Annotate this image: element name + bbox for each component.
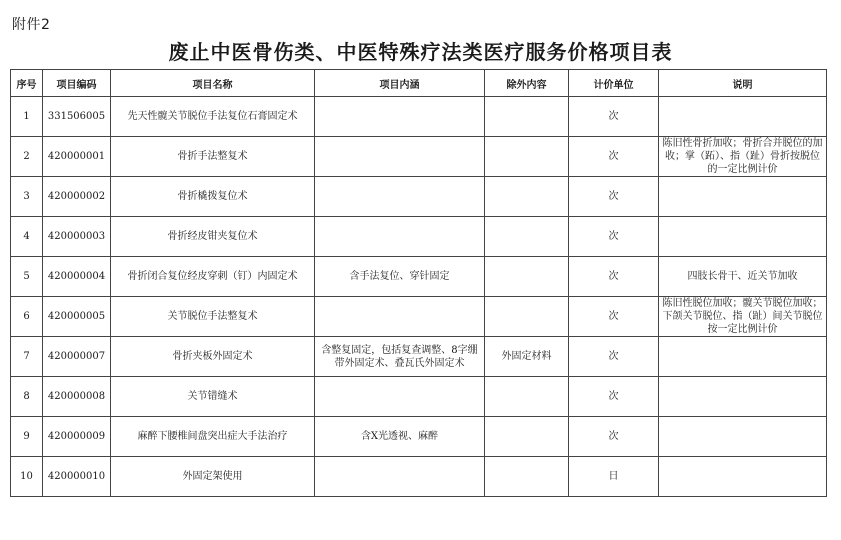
cell-desc	[659, 417, 827, 457]
cell-code: 420000008	[43, 377, 111, 417]
cell-content: 含X光透视、麻醉	[315, 417, 485, 457]
cell-content	[315, 377, 485, 417]
document-title: 废止中医骨伤类、中医特殊疗法类医疗服务价格项目表	[168, 40, 673, 64]
header-row	[11, 70, 827, 97]
cell-exclude	[485, 217, 569, 257]
table-row	[11, 217, 827, 257]
header-code: 项目编码	[43, 70, 111, 97]
cell-content	[315, 297, 485, 337]
cell-desc	[659, 217, 827, 257]
cell-no: 3	[11, 177, 43, 217]
cell-content	[315, 137, 485, 177]
header-content: 项目内涵	[315, 70, 485, 97]
cell-unit: 次	[569, 377, 659, 417]
header-exclude: 除外内容	[485, 70, 569, 97]
cell-code: 420000009	[43, 417, 111, 457]
cell-content: 含手法复位、穿针固定	[315, 257, 485, 297]
cell-name: 骨折橇拨复位术	[111, 177, 315, 217]
cell-content: 含整复固定，包括复查调整、8字绷带外固定术、叠瓦氏外固定术	[315, 337, 485, 377]
cell-unit: 次	[569, 417, 659, 457]
cell-name: 骨折手法整复术	[111, 137, 315, 177]
table-row	[11, 297, 827, 337]
cell-unit: 次	[569, 337, 659, 377]
cell-exclude	[485, 377, 569, 417]
cell-desc	[659, 377, 827, 417]
cell-code: 420000003	[43, 217, 111, 257]
cell-unit: 次	[569, 217, 659, 257]
cell-exclude	[485, 457, 569, 497]
cell-code: 420000001	[43, 137, 111, 177]
table-body	[11, 97, 827, 497]
cell-no: 1	[11, 97, 43, 137]
cell-no: 8	[11, 377, 43, 417]
cell-exclude	[485, 257, 569, 297]
cell-no: 2	[11, 137, 43, 177]
cell-desc	[659, 457, 827, 497]
cell-no: 7	[11, 337, 43, 377]
cell-code: 331506005	[43, 97, 111, 137]
cell-name: 关节错缝术	[111, 377, 315, 417]
cell-code: 420000004	[43, 257, 111, 297]
cell-content	[315, 457, 485, 497]
cell-code: 420000007	[43, 337, 111, 377]
table-row	[11, 257, 827, 297]
cell-name: 骨折夹板外固定术	[111, 337, 315, 377]
table-header	[11, 70, 827, 97]
header-desc: 说明	[659, 70, 827, 97]
cell-code: 420000002	[43, 177, 111, 217]
cell-content	[315, 217, 485, 257]
cell-content	[315, 177, 485, 217]
cell-no: 5	[11, 257, 43, 297]
cell-name: 骨折经皮钳夹复位术	[111, 217, 315, 257]
cell-no: 9	[11, 417, 43, 457]
cell-desc: 陈旧性骨折加收；骨折合并脱位的加收；掌（跖）、指（趾）骨折按脱位的一定比例计价	[659, 137, 827, 177]
cell-code: 420000005	[43, 297, 111, 337]
attachment-label: 附件2	[12, 17, 51, 33]
cell-unit: 次	[569, 297, 659, 337]
cell-exclude	[485, 417, 569, 457]
price-items-table	[10, 69, 827, 497]
table-row	[11, 417, 827, 457]
cell-desc	[659, 177, 827, 217]
cell-exclude	[485, 97, 569, 137]
table-row	[11, 457, 827, 497]
cell-unit: 次	[569, 177, 659, 217]
cell-unit: 日	[569, 457, 659, 497]
cell-content	[315, 97, 485, 137]
cell-name: 先天性髋关节脱位手法复位石膏固定术	[111, 97, 315, 137]
cell-exclude	[485, 177, 569, 217]
table-row	[11, 337, 827, 377]
cell-unit: 次	[569, 137, 659, 177]
table-row	[11, 97, 827, 137]
table-row	[11, 137, 827, 177]
cell-name: 外固定架使用	[111, 457, 315, 497]
cell-unit: 次	[569, 257, 659, 297]
cell-desc: 陈旧性脱位加收；髋关节脱位加收；下颌关节脱位、指（趾）间关节脱位按一定比例计价	[659, 297, 827, 337]
cell-name: 麻醉下腰椎间盘突出症大手法治疗	[111, 417, 315, 457]
cell-exclude	[485, 297, 569, 337]
header-name: 项目名称	[111, 70, 315, 97]
cell-desc	[659, 97, 827, 137]
cell-desc: 四肢长骨干、近关节加收	[659, 257, 827, 297]
table-row	[11, 177, 827, 217]
cell-name: 骨折闭合复位经皮穿刺（钉）内固定术	[111, 257, 315, 297]
header-no: 序号	[11, 70, 43, 97]
cell-no: 10	[11, 457, 43, 497]
header-unit: 计价单位	[569, 70, 659, 97]
cell-exclude: 外固定材料	[485, 337, 569, 377]
cell-exclude	[485, 137, 569, 177]
cell-no: 6	[11, 297, 43, 337]
cell-code: 420000010	[43, 457, 111, 497]
cell-name: 关节脱位手法整复术	[111, 297, 315, 337]
table-row	[11, 377, 827, 417]
cell-desc	[659, 337, 827, 377]
cell-unit: 次	[569, 97, 659, 137]
cell-no: 4	[11, 217, 43, 257]
